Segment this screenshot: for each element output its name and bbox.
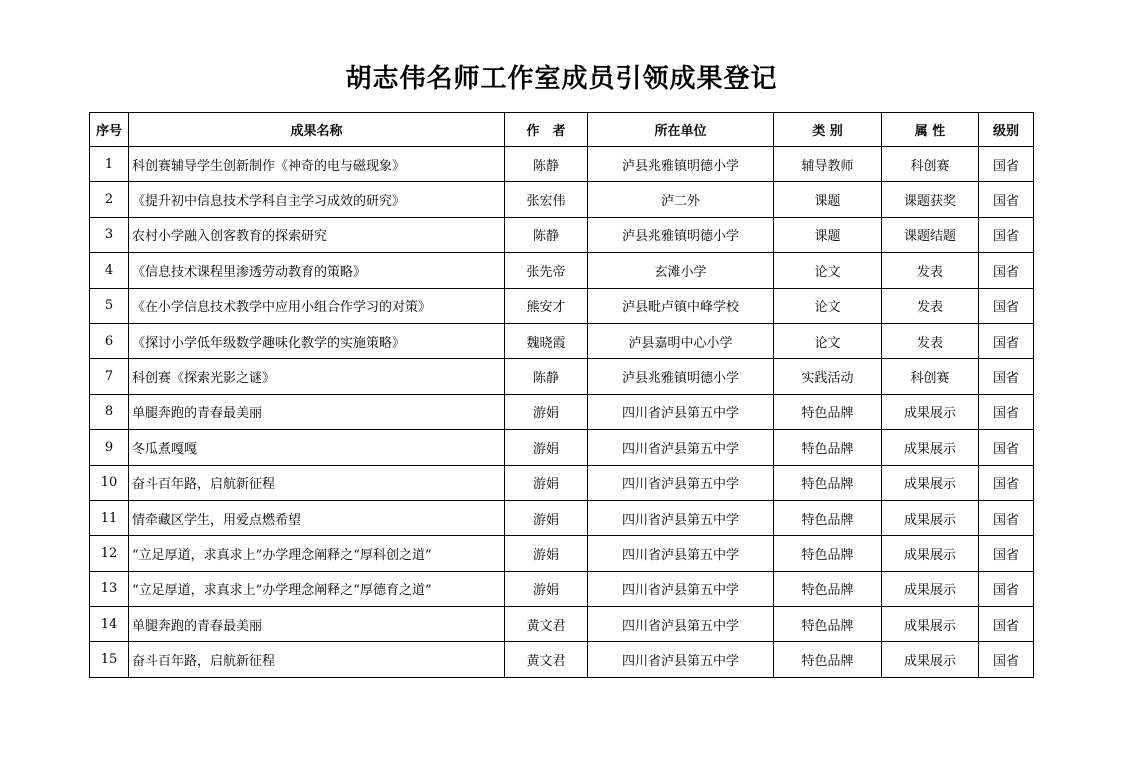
header-attribute: 属 性 xyxy=(882,113,979,147)
cell-level: 国省 xyxy=(979,359,1034,394)
cell-category: 论文 xyxy=(774,253,882,288)
cell-index: 14 xyxy=(90,607,129,642)
header-name: 成果名称 xyxy=(129,113,505,147)
cell-name: 单腿奔跑的青春最美丽 xyxy=(129,394,505,429)
cell-attribute: 发表 xyxy=(882,323,979,358)
table-row xyxy=(90,147,1034,182)
cell-category: 实践活动 xyxy=(774,359,882,394)
cell-unit: 四川省泸县第五中学 xyxy=(588,394,774,429)
cell-attribute: 成果展示 xyxy=(882,430,979,465)
cell-unit: 泸县毗卢镇中峰学校 xyxy=(588,288,774,323)
cell-name: 科创赛辅导学生创新制作《神奇的电与磁现象》 xyxy=(129,147,505,182)
page-title: 胡志伟名师工作室成员引领成果登记 xyxy=(345,64,778,94)
cell-attribute: 发表 xyxy=(882,288,979,323)
cell-name: 冬瓜煮嘎嘎 xyxy=(129,430,505,465)
cell-unit: 泸县兆雅镇明德小学 xyxy=(588,217,774,252)
cell-category: 特色品牌 xyxy=(774,394,882,429)
cell-name: 科创赛《探索光影之谜》 xyxy=(129,359,505,394)
cell-attribute: 成果展示 xyxy=(882,571,979,606)
table-row xyxy=(90,465,1034,500)
cell-name: 农村小学融入创客教育的探索研究 xyxy=(129,217,505,252)
cell-level: 国省 xyxy=(979,607,1034,642)
table-row xyxy=(90,253,1034,288)
cell-author: 黄文君 xyxy=(505,642,588,677)
cell-name: 《提升初中信息技术学科自主学习成效的研究》 xyxy=(129,182,505,217)
header-author: 作 者 xyxy=(505,113,588,147)
cell-name: “立足厚道，求真求上”办学理念阐释之“厚科创之道” xyxy=(129,536,505,571)
cell-category: 课题 xyxy=(774,182,882,217)
table-row xyxy=(90,394,1034,429)
cell-index: 7 xyxy=(90,359,129,394)
cell-level: 国省 xyxy=(979,571,1034,606)
cell-category: 特色品牌 xyxy=(774,465,882,500)
cell-unit: 四川省泸县第五中学 xyxy=(588,571,774,606)
cell-unit: 四川省泸县第五中学 xyxy=(588,607,774,642)
cell-level: 国省 xyxy=(979,253,1034,288)
table-row xyxy=(90,182,1034,217)
cell-unit: 泸县兆雅镇明德小学 xyxy=(588,359,774,394)
cell-index: 1 xyxy=(90,147,129,182)
cell-category: 论文 xyxy=(774,288,882,323)
cell-attribute: 成果展示 xyxy=(882,536,979,571)
header-category: 类 别 xyxy=(774,113,882,147)
cell-unit: 泸二外 xyxy=(588,182,774,217)
cell-index: 12 xyxy=(90,536,129,571)
cell-category: 特色品牌 xyxy=(774,642,882,677)
header-row xyxy=(90,113,1034,147)
table-row xyxy=(90,536,1034,571)
cell-level: 国省 xyxy=(979,430,1034,465)
cell-index: 4 xyxy=(90,253,129,288)
table-body xyxy=(90,147,1034,678)
cell-category: 特色品牌 xyxy=(774,571,882,606)
cell-level: 国省 xyxy=(979,217,1034,252)
cell-index: 13 xyxy=(90,571,129,606)
cell-category: 特色品牌 xyxy=(774,430,882,465)
cell-name: 情牵藏区学生，用爱点燃希望 xyxy=(129,500,505,535)
table-row xyxy=(90,642,1034,677)
cell-index: 10 xyxy=(90,465,129,500)
cell-unit: 四川省泸县第五中学 xyxy=(588,465,774,500)
cell-name: 奋斗百年路，启航新征程 xyxy=(129,642,505,677)
cell-level: 国省 xyxy=(979,394,1034,429)
cell-index: 5 xyxy=(90,288,129,323)
table-row xyxy=(90,500,1034,535)
cell-author: 游娟 xyxy=(505,430,588,465)
cell-unit: 四川省泸县第五中学 xyxy=(588,430,774,465)
cell-level: 国省 xyxy=(979,500,1034,535)
cell-author: 熊安才 xyxy=(505,288,588,323)
cell-index: 9 xyxy=(90,430,129,465)
table-row xyxy=(90,323,1034,358)
cell-name: 《在小学信息技术教学中应用小组合作学习的对策》 xyxy=(129,288,505,323)
table-row xyxy=(90,217,1034,252)
cell-name: 《信息技术课程里渗透劳动教育的策略》 xyxy=(129,253,505,288)
cell-author: 陈静 xyxy=(505,147,588,182)
cell-attribute: 科创赛 xyxy=(882,147,979,182)
cell-attribute: 成果展示 xyxy=(882,500,979,535)
cell-unit: 玄滩小学 xyxy=(588,253,774,288)
cell-level: 国省 xyxy=(979,288,1034,323)
cell-author: 陈静 xyxy=(505,217,588,252)
cell-unit: 泸县兆雅镇明德小学 xyxy=(588,147,774,182)
cell-category: 论文 xyxy=(774,323,882,358)
cell-index: 6 xyxy=(90,323,129,358)
cell-index: 15 xyxy=(90,642,129,677)
cell-name: 奋斗百年路，启航新征程 xyxy=(129,465,505,500)
cell-author: 游娟 xyxy=(505,394,588,429)
cell-category: 课题 xyxy=(774,217,882,252)
cell-level: 国省 xyxy=(979,642,1034,677)
table-row xyxy=(90,571,1034,606)
cell-author: 游娟 xyxy=(505,500,588,535)
cell-index: 8 xyxy=(90,394,129,429)
cell-unit: 四川省泸县第五中学 xyxy=(588,500,774,535)
header-index: 序号 xyxy=(90,113,129,147)
cell-author: 陈静 xyxy=(505,359,588,394)
cell-author: 张先帝 xyxy=(505,253,588,288)
cell-index: 11 xyxy=(90,500,129,535)
cell-level: 国省 xyxy=(979,323,1034,358)
table-row xyxy=(90,288,1034,323)
cell-level: 国省 xyxy=(979,465,1034,500)
cell-category: 特色品牌 xyxy=(774,607,882,642)
cell-level: 国省 xyxy=(979,147,1034,182)
header-unit: 所在单位 xyxy=(588,113,774,147)
cell-category: 特色品牌 xyxy=(774,500,882,535)
cell-unit: 四川省泸县第五中学 xyxy=(588,536,774,571)
header-level: 级别 xyxy=(979,113,1034,147)
cell-author: 张宏伟 xyxy=(505,182,588,217)
cell-author: 游娟 xyxy=(505,465,588,500)
cell-author: 游娟 xyxy=(505,536,588,571)
cell-category: 特色品牌 xyxy=(774,536,882,571)
cell-name: 《探讨小学低年级数学趣味化教学的实施策略》 xyxy=(129,323,505,358)
cell-attribute: 发表 xyxy=(882,253,979,288)
cell-author: 黄文君 xyxy=(505,607,588,642)
cell-attribute: 成果展示 xyxy=(882,465,979,500)
cell-attribute: 课题获奖 xyxy=(882,182,979,217)
cell-attribute: 成果展示 xyxy=(882,607,979,642)
table-row xyxy=(90,430,1034,465)
cell-unit: 泸县嘉明中心小学 xyxy=(588,323,774,358)
cell-attribute: 科创赛 xyxy=(882,359,979,394)
cell-category: 辅导教师 xyxy=(774,147,882,182)
cell-unit: 四川省泸县第五中学 xyxy=(588,642,774,677)
cell-name: 单腿奔跑的青春最美丽 xyxy=(129,607,505,642)
achievement-table xyxy=(89,112,1034,678)
cell-attribute: 课题结题 xyxy=(882,217,979,252)
cell-attribute: 成果展示 xyxy=(882,642,979,677)
cell-level: 国省 xyxy=(979,182,1034,217)
cell-name: “立足厚道，求真求上”办学理念阐释之“厚德育之道” xyxy=(129,571,505,606)
table-row xyxy=(90,607,1034,642)
cell-index: 2 xyxy=(90,182,129,217)
cell-index: 3 xyxy=(90,217,129,252)
table-row xyxy=(90,359,1034,394)
cell-author: 魏晓霞 xyxy=(505,323,588,358)
cell-author: 游娟 xyxy=(505,571,588,606)
cell-level: 国省 xyxy=(979,536,1034,571)
cell-attribute: 成果展示 xyxy=(882,394,979,429)
